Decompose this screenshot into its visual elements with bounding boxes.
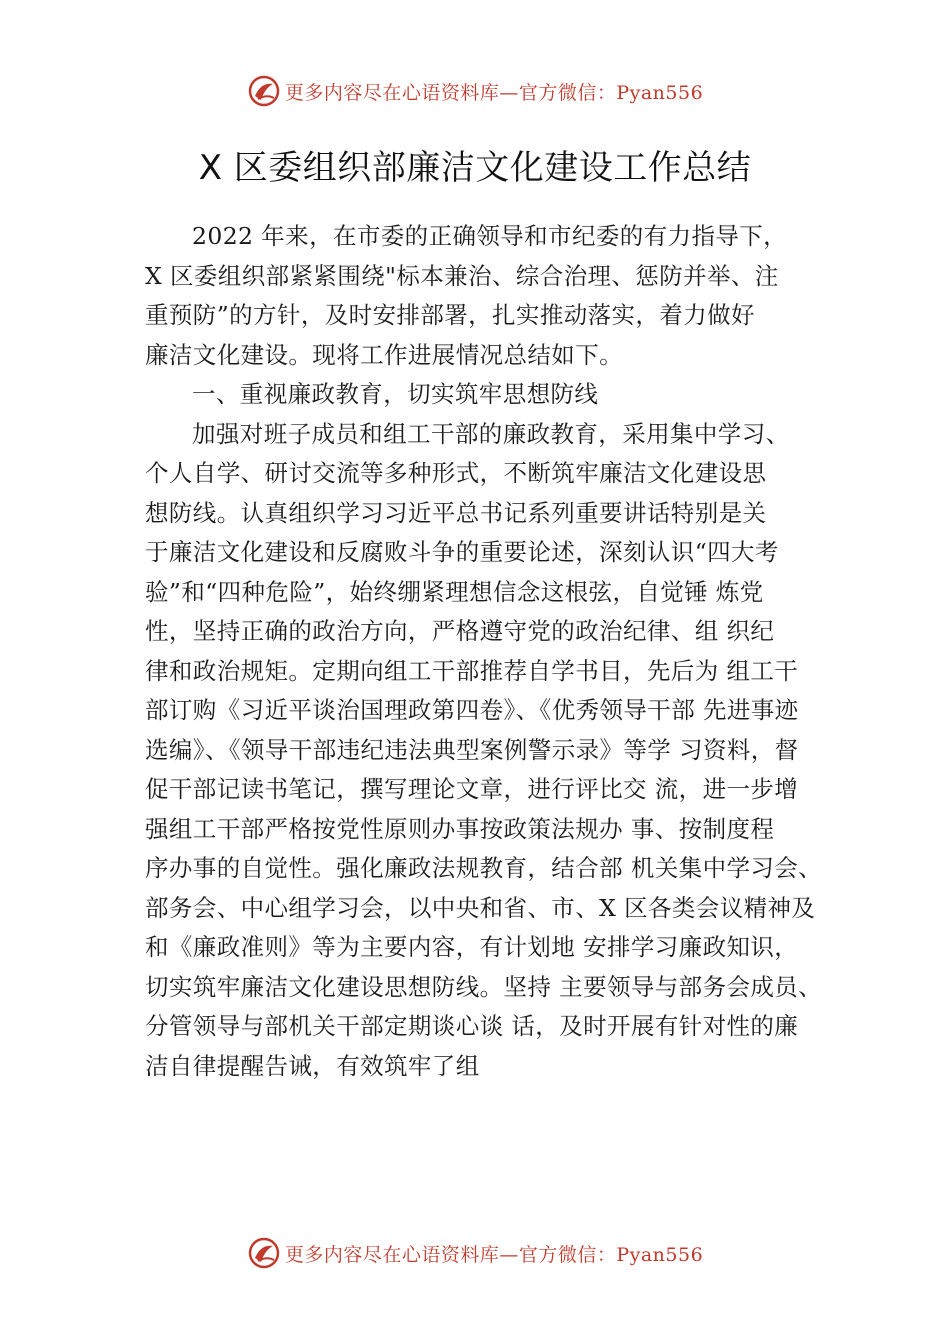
text-line: 2022 年来，在市委的正确领导和市纪委的有力指导下， bbox=[192, 222, 788, 250]
text-line: 廉洁文化建设。现将工作进展情况总结如下。 bbox=[145, 340, 623, 369]
text-line: 验”和“四种危险”，始终绷紧理想信念这根弦，自觉锤 炼党 bbox=[145, 577, 764, 606]
text-line: 分管领导与部机关干部定期谈心谈 话，及时开展有针对性的廉 bbox=[145, 1012, 799, 1040]
watermark-text: 更多内容尽在心语资料库—官方微信：Pyan556 bbox=[284, 81, 704, 104]
text-line: 一、重视廉政教育，切实筑牢思想防线 bbox=[192, 380, 599, 408]
text-line: X 区委组织部紧紧围绕"标本兼治、综合治理、惩防并举、注 bbox=[145, 261, 779, 290]
text-line: 加强对班子成员和组工干部的廉政教育，采用集中学习、 bbox=[192, 419, 790, 448]
text-line: 促干部记读书笔记，撰写理论文章，进行评比交 流，进一步增 bbox=[145, 775, 799, 803]
footer-watermark bbox=[0, 1236, 950, 1270]
text-line: 强组工干部严格按党性原则办事按政策法规办 事、按制度程 bbox=[145, 814, 775, 843]
document-title: X 区委组织部廉洁文化建设工作总结 bbox=[198, 148, 752, 188]
text-line: 性，坚持正确的政治方向，严格遵守党的政治纪律、组 织纪 bbox=[145, 617, 775, 645]
document-body bbox=[145, 217, 825, 1086]
text-line: 个人自学、研讨交流等多种形式，不断筑牢廉洁文化建设思 bbox=[145, 459, 767, 487]
text-line: 洁自律提醒告诫，有效筑牢了组 bbox=[145, 1051, 480, 1080]
text-line: 想防线。认真组织学习习近平总书记系列重要讲话特别是关 bbox=[145, 498, 767, 527]
text-line: 律和政治规矩。定期向组工干部推荐自学书目，先后为 组工干 bbox=[145, 656, 799, 685]
text-line: 序办事的自觉性。强化廉政法规教育，结合部 机关集中学习会、 bbox=[145, 854, 823, 882]
header-watermark bbox=[0, 74, 950, 108]
text-line: 和《廉政准则》等为主要内容，有计划地 安排学习廉政知识， bbox=[145, 933, 799, 961]
text-line: 部务会、中心组学习会，以中央和省、市、X 区各类会议精神及 bbox=[145, 893, 816, 922]
watermark-logo-icon bbox=[247, 1236, 281, 1270]
text-line: 部订购《习近平谈治国理政第四卷》、《优秀领导干部 先进事迹 bbox=[145, 696, 799, 724]
text-line: 切实筑牢廉洁文化建设思想防线。坚持 主要领导与部务会成员、 bbox=[145, 972, 823, 1001]
watermark-logo-icon bbox=[247, 74, 281, 108]
text-line: 于廉洁文化建设和反腐败斗争的重要论述，深刻认识“四大考 bbox=[145, 538, 779, 566]
text-line: 选编》、《领导干部违纪违法典型案例警示录》等学 习资料，督 bbox=[145, 735, 799, 764]
text-line: 重预防”的方针，及时安排部署，扎实推动落实，着力做好 bbox=[145, 301, 755, 329]
watermark-text: 更多内容尽在心语资料库—官方微信：Pyan556 bbox=[284, 1243, 704, 1266]
